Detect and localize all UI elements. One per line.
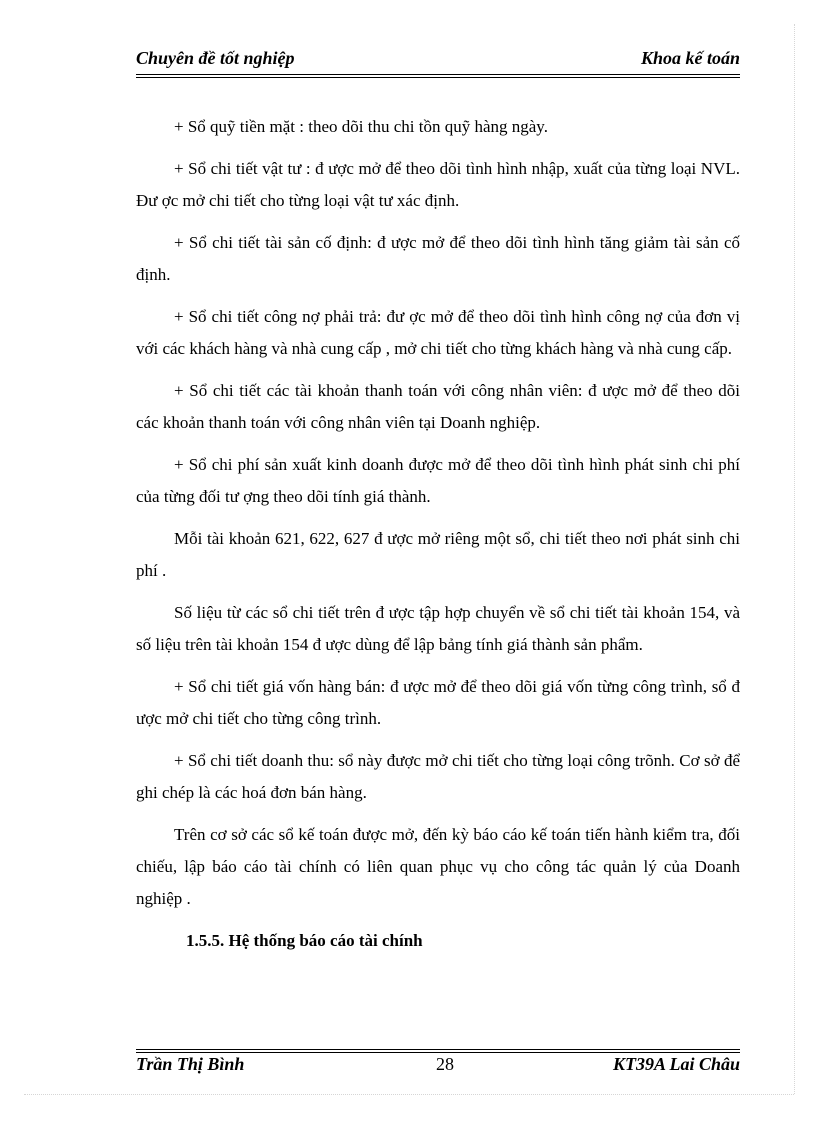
paragraph: + Sổ chi phí sản xuất kinh doanh được mở để theo dõi tình hình phát sinh chi phí của từng đối tư ợng theo dõi tính giá thành. <box>136 455 740 506</box>
paragraph: Số liệu từ các sổ chi tiết trên đ ược tập hợp chuyển về sổ chi tiết tài khoản 154, và số liệu trên tài khoản 154 đ ược dùng để lập bảng tính giá thành sản phẩm. <box>136 603 740 654</box>
header-rule-double <box>136 77 740 78</box>
page-header <box>136 48 740 72</box>
paragraph: Mỗi tài khoản 621, 622, 627 đ ược mở riêng một sổ, chi tiết theo nơi phát sinh chi phí . <box>136 529 740 580</box>
document-body <box>136 111 740 967</box>
header-document-type: Chuyên đề tốt nghiệp <box>136 48 295 68</box>
footer-rule-double <box>136 1052 740 1053</box>
paragraph: + Sổ chi tiết doanh thu: sổ này được mở chi tiết cho từng loại công trõnh. Cơ sở để ghi chép là các hoá đơn bán hàng. <box>136 751 740 802</box>
page-boundary-right <box>794 24 795 1094</box>
paragraph: + Sổ chi tiết công nợ phải trả: đư ợc mở để theo dõi tình hình công nợ của đơn vị với các khách hàng và nhà cung cấp , mở chi tiết cho từng khách hàng và nhà cung cấp. <box>136 307 740 358</box>
paragraph: + Sổ quỹ tiền mặt : theo dõi thu chi tồn quỹ hàng ngày. <box>174 117 548 136</box>
header-rule <box>136 74 740 75</box>
paragraph: Trên cơ sở các sổ kế toán được mở, đến kỳ báo cáo kế toán tiến hành kiểm tra, đối chiếu, lập báo cáo tài chính có liên quan phục vụ cho công tác quản lý của Doanh nghiệp . <box>136 825 740 908</box>
paragraph: + Sổ chi tiết giá vốn hàng bán: đ ược mở để theo dõi giá vốn từng công trình, sổ đ ược mở chi tiết cho từng công trình. <box>136 677 740 728</box>
header-department: Khoa kế toán <box>640 48 740 68</box>
paragraph: + Sổ chi tiết các tài khoản thanh toán với công nhân viên: đ ược mở để theo dõi các khoản thanh toán với công nhân viên tại Doanh nghiệp. <box>136 381 740 432</box>
page-boundary-bottom <box>24 1094 794 1095</box>
page-footer <box>136 1054 740 1078</box>
footer-rule <box>136 1049 740 1050</box>
page-number: 28 <box>436 1054 454 1074</box>
paragraph: + Sổ chi tiết vật tư : đ ược mở để theo dõi tình hình nhập, xuất của từng loại NVL. Đư ợc mở chi tiết cho từng loại vật tư xác định. <box>136 159 740 210</box>
footer-class: KT39A Lai Châu <box>612 1054 740 1074</box>
paragraph: + Sổ chi tiết tài sản cố định: đ ược mở để theo dõi tình hình tăng giảm tài sản cố định. <box>136 233 740 284</box>
footer-author: Trần Thị Bình <box>136 1054 245 1074</box>
section-heading: 1.5.5. Hệ thống báo cáo tài chính <box>186 931 423 950</box>
